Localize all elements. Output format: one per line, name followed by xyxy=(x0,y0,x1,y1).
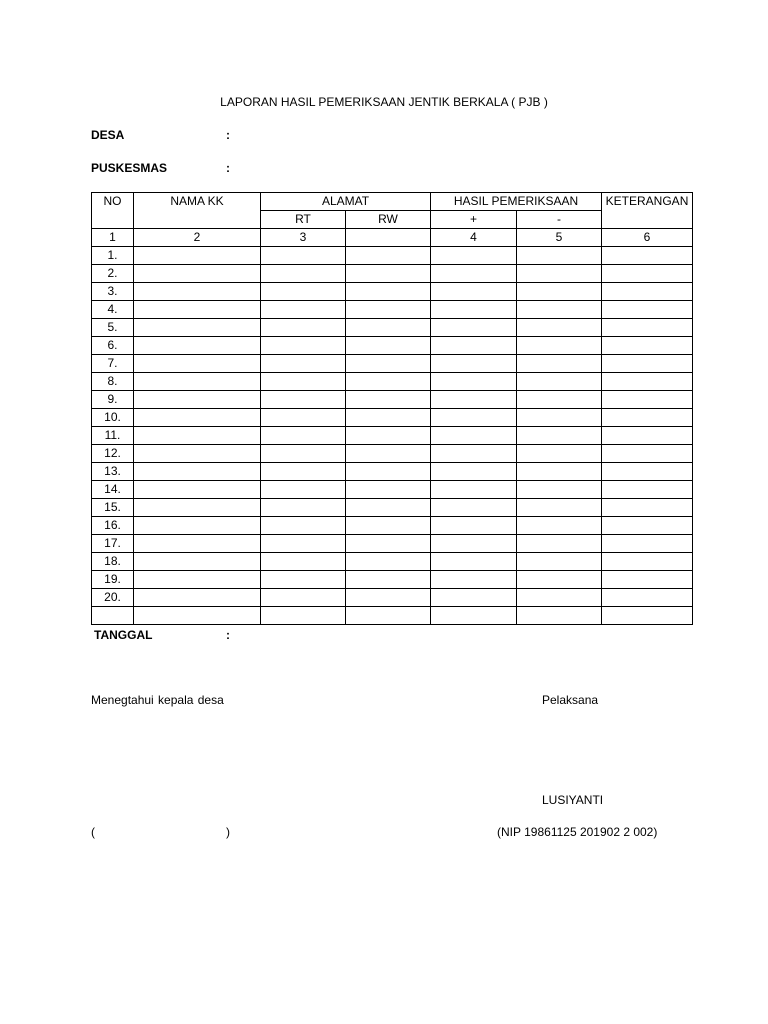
table-cell xyxy=(261,445,346,463)
table-cell xyxy=(261,607,346,625)
table-cell xyxy=(602,373,693,391)
row-number-cell: 20. xyxy=(92,589,134,607)
table-cell xyxy=(134,355,261,373)
row-number-cell: 17. xyxy=(92,535,134,553)
row-number-cell: 13. xyxy=(92,463,134,481)
table-row xyxy=(92,265,693,283)
table-cell xyxy=(134,445,261,463)
table-cell xyxy=(431,409,517,427)
header-keterangan: KETERANGAN xyxy=(602,193,693,229)
table-cell xyxy=(517,535,602,553)
table-cell xyxy=(134,553,261,571)
row-number-cell: 10. xyxy=(92,409,134,427)
row-number-cell: 9. xyxy=(92,391,134,409)
table-row xyxy=(92,373,693,391)
table-cell xyxy=(261,247,346,265)
table-cell xyxy=(517,445,602,463)
table-cell xyxy=(431,337,517,355)
table-cell xyxy=(261,391,346,409)
table-cell xyxy=(134,571,261,589)
col-number-cell: 1 xyxy=(92,229,134,247)
table-cell xyxy=(346,319,431,337)
table-cell xyxy=(602,355,693,373)
table-cell xyxy=(346,535,431,553)
table-cell xyxy=(602,445,693,463)
table-cell xyxy=(134,283,261,301)
table-cell xyxy=(134,391,261,409)
table-cell xyxy=(431,589,517,607)
puskesmas-colon: : xyxy=(226,161,230,175)
table-cell xyxy=(261,535,346,553)
table-row xyxy=(92,283,693,301)
table-cell xyxy=(431,499,517,517)
table-cell xyxy=(261,283,346,301)
table-cell xyxy=(346,301,431,319)
table-cell xyxy=(431,355,517,373)
table-cell xyxy=(431,427,517,445)
table-cell xyxy=(517,517,602,535)
signature-left-open-paren: ( xyxy=(91,825,95,839)
table-cell xyxy=(517,355,602,373)
header-no: NO xyxy=(92,193,134,229)
table-cell xyxy=(517,319,602,337)
table-cell xyxy=(134,265,261,283)
table-cell xyxy=(261,319,346,337)
table-cell xyxy=(261,499,346,517)
table-cell xyxy=(602,265,693,283)
table-cell xyxy=(517,247,602,265)
table-cell xyxy=(261,571,346,589)
header-rt: RT xyxy=(261,211,346,229)
table-cell xyxy=(431,571,517,589)
table-cell xyxy=(261,355,346,373)
col-number-cell: 5 xyxy=(517,229,602,247)
col-number-cell: 6 xyxy=(602,229,693,247)
table-row xyxy=(92,409,693,427)
table-cell xyxy=(261,265,346,283)
table-cell xyxy=(261,553,346,571)
table-cell xyxy=(346,517,431,535)
puskesmas-label: PUSKESMAS xyxy=(91,161,168,175)
table-cell xyxy=(602,607,693,625)
signer-nip: (NIP 19861125 201902 2 002) xyxy=(497,825,658,839)
table-cell xyxy=(346,463,431,481)
header-rw: RW xyxy=(346,211,431,229)
table-cell xyxy=(517,553,602,571)
table-cell xyxy=(346,427,431,445)
table-row xyxy=(92,319,693,337)
table-cell xyxy=(346,571,431,589)
col-number-cell: 3 xyxy=(261,229,346,247)
table-row xyxy=(92,355,693,373)
table-cell xyxy=(431,265,517,283)
table-cell xyxy=(134,427,261,445)
row-number-cell: 8. xyxy=(92,373,134,391)
row-number-cell: 15. xyxy=(92,499,134,517)
col-number-cell xyxy=(346,229,431,247)
table-cell xyxy=(517,409,602,427)
table-cell xyxy=(134,247,261,265)
table-cell xyxy=(261,589,346,607)
table-cell xyxy=(134,373,261,391)
table-cell xyxy=(517,265,602,283)
table-cell xyxy=(602,319,693,337)
table-row xyxy=(92,607,693,625)
row-number-cell: 4. xyxy=(92,301,134,319)
table-row xyxy=(92,517,693,535)
table-cell xyxy=(517,283,602,301)
table-cell xyxy=(517,607,602,625)
document-title: LAPORAN HASIL PEMERIKSAAN JENTIK BERKALA ( PJB ) xyxy=(220,95,548,109)
table-row xyxy=(92,463,693,481)
table-cell xyxy=(134,301,261,319)
table-row xyxy=(92,499,693,517)
table-cell xyxy=(261,301,346,319)
table-cell xyxy=(517,337,602,355)
table-cell xyxy=(602,535,693,553)
table-cell xyxy=(517,391,602,409)
table-cell xyxy=(602,283,693,301)
table-cell xyxy=(431,535,517,553)
table-cell xyxy=(134,499,261,517)
table-cell xyxy=(346,553,431,571)
table-cell xyxy=(261,427,346,445)
table-cell xyxy=(346,373,431,391)
col-number-cell: 4 xyxy=(431,229,517,247)
row-number-cell: 16. xyxy=(92,517,134,535)
table-cell xyxy=(134,481,261,499)
table-cell xyxy=(346,481,431,499)
column-number-row xyxy=(92,229,693,247)
table-cell xyxy=(346,499,431,517)
table-row xyxy=(92,445,693,463)
table-row xyxy=(92,391,693,409)
table-cell xyxy=(602,589,693,607)
row-number-cell: 5. xyxy=(92,319,134,337)
table-cell xyxy=(346,265,431,283)
table-cell xyxy=(134,463,261,481)
signature-left-label: Menegtahui kepala desa xyxy=(91,693,224,707)
table-cell xyxy=(261,517,346,535)
table-cell xyxy=(134,589,261,607)
table-cell xyxy=(602,571,693,589)
table-cell xyxy=(517,427,602,445)
table-cell xyxy=(431,463,517,481)
table-cell xyxy=(517,373,602,391)
pjb-table xyxy=(91,192,693,625)
table-cell xyxy=(431,391,517,409)
table-row xyxy=(92,427,693,445)
signature-left-close-paren: ) xyxy=(226,825,230,839)
desa-label: DESA xyxy=(91,128,125,142)
table-cell xyxy=(346,283,431,301)
table-cell xyxy=(346,355,431,373)
table-cell xyxy=(346,607,431,625)
table-cell xyxy=(134,517,261,535)
row-number-cell: 6. xyxy=(92,337,134,355)
desa-colon: : xyxy=(226,128,230,142)
signer-name: LUSIYANTI xyxy=(542,793,604,807)
table-cell xyxy=(431,607,517,625)
table-cell xyxy=(517,301,602,319)
table-cell xyxy=(602,553,693,571)
row-number-cell: 18. xyxy=(92,553,134,571)
header-nama-kk: NAMA KK xyxy=(134,193,261,229)
table-row xyxy=(92,553,693,571)
table-cell xyxy=(431,481,517,499)
table-cell xyxy=(134,607,261,625)
table-cell xyxy=(602,481,693,499)
table-cell xyxy=(602,247,693,265)
header-alamat: ALAMAT xyxy=(261,193,431,211)
row-number-cell: 14. xyxy=(92,481,134,499)
table-cell xyxy=(261,463,346,481)
col-number-cell: 2 xyxy=(134,229,261,247)
table-cell xyxy=(602,391,693,409)
table-row xyxy=(92,301,693,319)
table-cell xyxy=(602,337,693,355)
table-cell xyxy=(431,517,517,535)
table-cell xyxy=(431,373,517,391)
table-cell xyxy=(134,409,261,427)
table-cell xyxy=(602,409,693,427)
table-row xyxy=(92,535,693,553)
table-row xyxy=(92,589,693,607)
header-hasil-pemeriksaan: HASIL PEMERIKSAAN xyxy=(431,193,602,211)
table-cell xyxy=(431,247,517,265)
table-cell xyxy=(517,499,602,517)
row-number-cell: 2. xyxy=(92,265,134,283)
header-plus: + xyxy=(431,211,517,229)
table-cell xyxy=(602,301,693,319)
table-cell xyxy=(346,409,431,427)
table-cell xyxy=(261,373,346,391)
row-number-cell: 12. xyxy=(92,445,134,463)
table-cell xyxy=(431,283,517,301)
table-cell xyxy=(602,499,693,517)
table-cell xyxy=(602,427,693,445)
row-number-cell: 7. xyxy=(92,355,134,373)
table-cell xyxy=(517,463,602,481)
table-cell xyxy=(602,463,693,481)
table-cell xyxy=(261,481,346,499)
row-number-cell: 19. xyxy=(92,571,134,589)
table-cell xyxy=(134,535,261,553)
table-row xyxy=(92,247,693,265)
table-cell xyxy=(346,337,431,355)
table-cell xyxy=(261,337,346,355)
header-row-1 xyxy=(92,193,693,211)
table-cell xyxy=(134,337,261,355)
row-number-cell: 11. xyxy=(92,427,134,445)
table-cell xyxy=(346,247,431,265)
table-cell xyxy=(431,445,517,463)
table-row xyxy=(92,337,693,355)
row-number-cell: 3. xyxy=(92,283,134,301)
table-row xyxy=(92,481,693,499)
signature-right-label: Pelaksana xyxy=(542,693,599,707)
table-cell xyxy=(346,445,431,463)
table-cell xyxy=(431,319,517,337)
table-cell xyxy=(431,301,517,319)
table-row xyxy=(92,571,693,589)
table-cell xyxy=(602,517,693,535)
table-cell xyxy=(134,319,261,337)
table-cell xyxy=(517,589,602,607)
table-cell xyxy=(431,553,517,571)
row-number-cell xyxy=(92,607,134,625)
tanggal-label: TANGGAL xyxy=(94,628,153,642)
table-cell xyxy=(346,589,431,607)
tanggal-colon: : xyxy=(226,628,230,642)
table-cell xyxy=(517,571,602,589)
header-minus: - xyxy=(517,211,602,229)
table-cell xyxy=(517,481,602,499)
table-cell xyxy=(261,409,346,427)
table-cell xyxy=(346,391,431,409)
row-number-cell: 1. xyxy=(92,247,134,265)
